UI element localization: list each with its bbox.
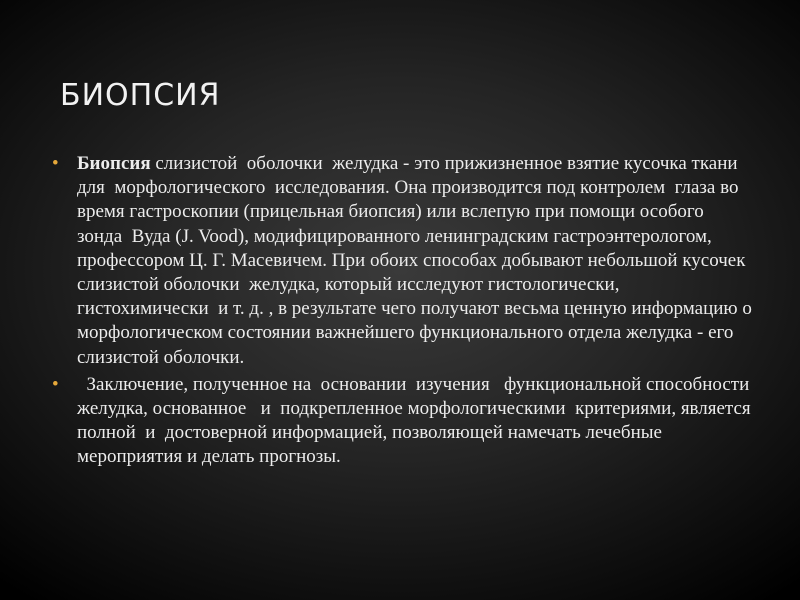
bullet-bold-lead: Биопсия: [77, 153, 151, 174]
bullet-text: Заключение, полученное на основании изучения функциональной способности желудка, основанное и подкрепленное морфологическими критериями, является полной и достоверной информацией, позволяющей намечать лечебные мероприятия и делать прогнозы.: [77, 373, 756, 468]
bullet-list: [52, 152, 762, 473]
bullet-marker-icon: •: [52, 373, 59, 395]
slide-title: БИОПСИЯ: [60, 78, 221, 113]
bullet-text: слизистой оболочки желудка - это прижизненное взятие кусочка ткани для морфологического исследования. Она производится под контролем глаза во время гастроскопии (прицельная биопсия) или вслепую при помощи особого зонда Вуда (J. Vood), модифицированного ленинградским гастроэнтерологом, профессором Ц. Г. Масевичем. При обоих способах добывают небольшой кусочек слизистой оболочки желудка, который исследуют гистологически, гистохимически и т. д. , в результате чего получают весьма ценную информацию о морфологическом состоянии важнейшего функционального отдела желудка - его слизистой оболочки.: [77, 153, 762, 368]
bullet-item-biopsy: [52, 152, 762, 370]
bullet-item-conclusion: [52, 373, 756, 470]
bullet-marker-icon: •: [52, 153, 59, 174]
